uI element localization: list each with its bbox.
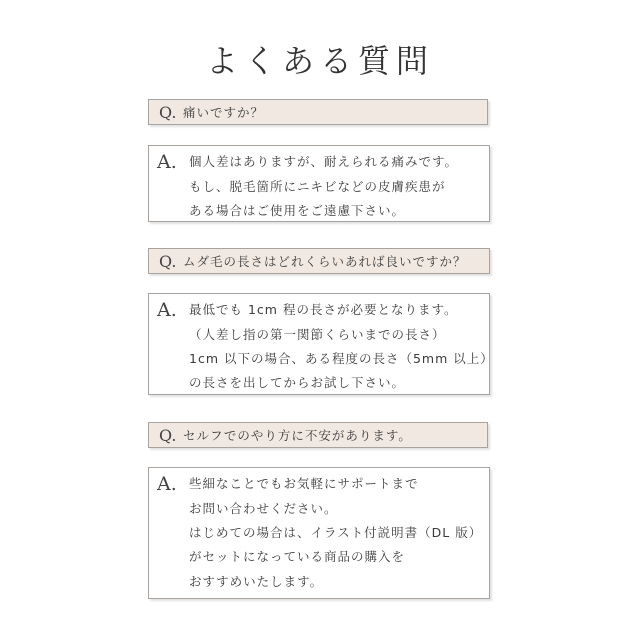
answer-line: お問い合わせください。 (189, 501, 338, 516)
question-text: セルフでのやり方に不安があります。 (183, 428, 412, 443)
answer-line: 個人差はありますが、耐えられる痛みです。 (189, 154, 459, 169)
question-text: 痛いですか？ (183, 105, 265, 120)
answer-line: もし、脱毛箇所にニキビなどの皮膚疾患が (189, 179, 446, 194)
answer-line: 1cm 以下の場合、ある程度の長さ（5mm 以上） (189, 351, 494, 366)
question-text: ムダ毛の長さはどれくらいあれば良いですか？ (183, 254, 467, 269)
answer-line: 最低でも 1cm 程の長さが必要となります。 (189, 302, 458, 317)
faq-question-1 (148, 99, 488, 125)
faq-question-2 (148, 248, 490, 274)
faq-question-3 (148, 422, 488, 448)
question-mark-label: Q. (159, 251, 177, 271)
question-mark-label: Q. (159, 425, 177, 445)
answer-line: がセットになっている商品の購入を (189, 549, 406, 564)
faq-answer-1 (148, 145, 490, 222)
answer-line: 些細なことでもお気軽にサポートまで (189, 476, 419, 491)
answer-line: ある場合はご使用をご遠慮下さい。 (189, 203, 406, 218)
question-mark-label: Q. (159, 102, 177, 122)
answer-line: （人差し指の第一関節くらいまでの長さ） (189, 327, 446, 342)
answer-mark-label: A. (157, 299, 177, 321)
answer-line: はじめての場合は、イラスト付説明書（DL 版） (189, 525, 483, 540)
answer-mark-label: A. (157, 151, 177, 173)
faq-answer-2 (148, 293, 494, 395)
page-title: よくある質問 (205, 42, 434, 80)
faq-answer-3 (148, 467, 490, 599)
answer-line: の長さを出してからお試し下さい。 (189, 375, 406, 390)
answer-mark-label: A. (157, 473, 177, 495)
answer-line: おすすめいたします。 (189, 574, 324, 589)
